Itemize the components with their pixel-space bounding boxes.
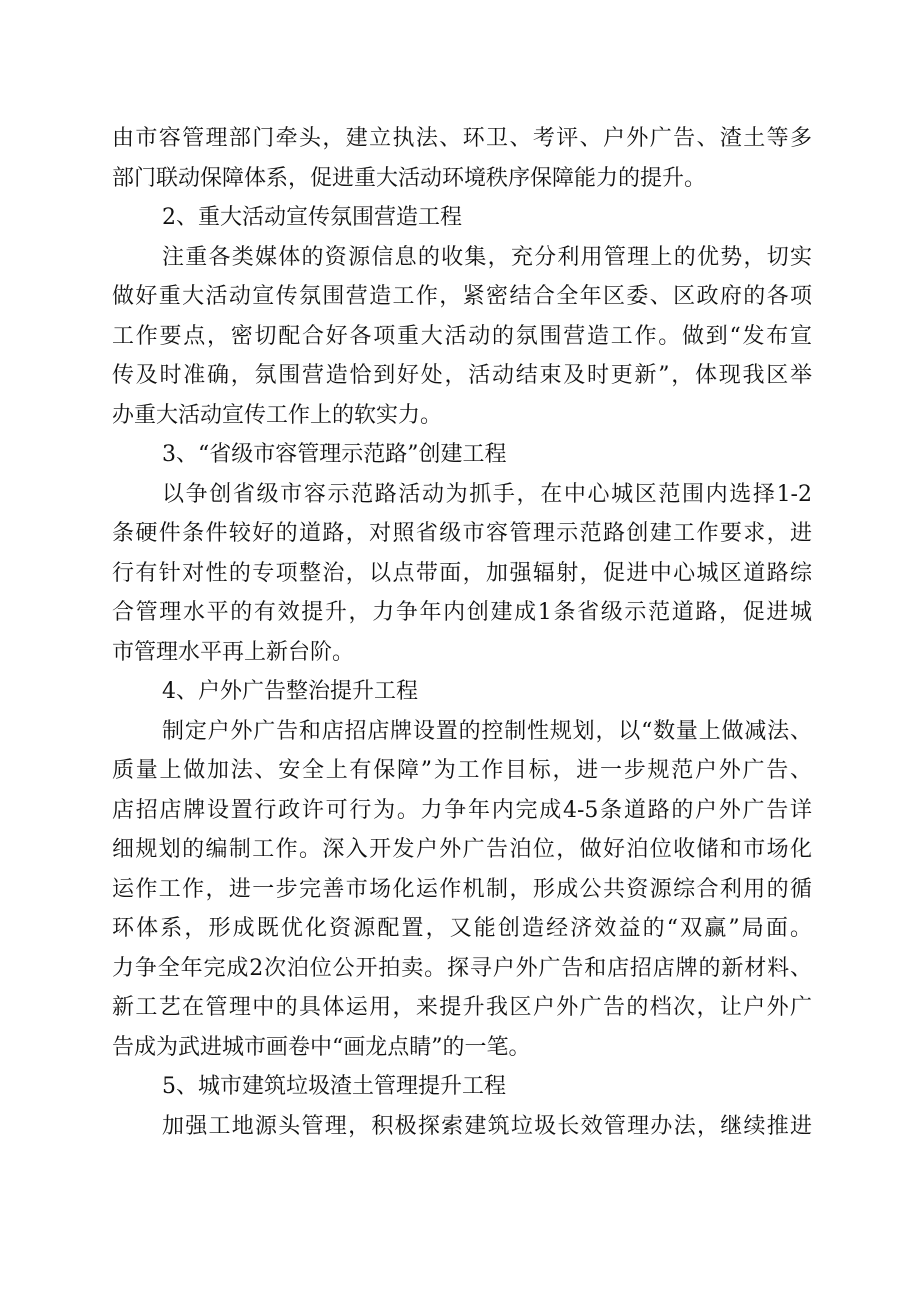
body-text-line: 告成为武进城市画卷中“画龙点睛”的一笔。 <box>112 1035 531 1060</box>
section-heading: 5、城市建筑垃圾渣土管理提升工程 <box>162 1074 506 1099</box>
body-text-line: 传及时准确，氛围营造恰到好处，活动结束及时更新”，体现我区举 <box>112 363 812 388</box>
body-text-line: 办重大活动宣传工作上的软实力。 <box>112 403 443 428</box>
body-text-line: 做好重大活动宣传氛围营造工作，紧密结合全年区委、区政府的各项 <box>112 284 812 309</box>
body-text-line: 加强工地源头管理，积极探索建筑垃圾长效管理办法，继续推进 <box>162 1114 812 1139</box>
body-text-line: 市管理水平再上新台阶。 <box>112 640 355 665</box>
body-text-line: 店招店牌设置行政许可行为。力争年内完成4-5条道路的户外广告详 <box>112 798 812 823</box>
body-text-line: 工作要点，密切配合好各项重大活动的氛围营造工作。做到“发布宣 <box>112 324 812 349</box>
body-text-line: 以争创省级市容示范路活动为抓手，在中心城区范围内选择1-2 <box>162 482 812 507</box>
body-text-line: 新工艺在管理中的具体运用，来提升我区户外广告的档次，让户外广 <box>112 995 812 1020</box>
body-text-line: 质量上做加法、安全上有保障”为工作目标，进一步规范户外广告、 <box>112 758 812 783</box>
body-text-line: 部门联动保障体系，促进重大活动环境秩序保障能力的提升。 <box>112 166 707 191</box>
body-text-line: 细规划的编制工作。深入开发户外广告泊位，做好泊位收储和市场化 <box>112 837 812 862</box>
body-text-line: 行有针对性的专项整治，以点带面，加强辐射，促进中心城区道路综 <box>112 561 812 586</box>
body-text-line: 力争全年完成2次泊位公开拍卖。探寻户外广告和店招店牌的新材料、 <box>112 956 812 981</box>
section-heading: 4、户外广告整治提升工程 <box>162 679 418 704</box>
body-text-line: 制定户外广告和店招店牌设置的控制性规划，以“数量上做减法、 <box>162 719 812 744</box>
body-text-line: 环体系，形成既优化资源配置，又能创造经济效益的“双赢”局面。 <box>112 916 812 941</box>
body-text-line: 由市容管理部门牵头，建立执法、环卫、考评、户外广告、渣土等多 <box>112 126 812 151</box>
body-text-line: 运作工作，进一步完善市场化运作机制，形成公共资源综合利用的循 <box>112 877 812 902</box>
section-heading: 2、重大活动宣传氛围营造工程 <box>162 205 462 230</box>
body-text-line: 注重各类媒体的资源信息的收集，充分利用管理上的优势，切实 <box>162 245 812 270</box>
section-heading: 3、“省级市容管理示范路”创建工程 <box>162 442 507 467</box>
body-text-line: 合管理水平的有效提升，力争年内创建成1条省级示范道路，促进城 <box>112 600 812 625</box>
body-text-line: 条硬件条件较好的道路，对照省级市容管理示范路创建工作要求，进 <box>112 521 812 546</box>
